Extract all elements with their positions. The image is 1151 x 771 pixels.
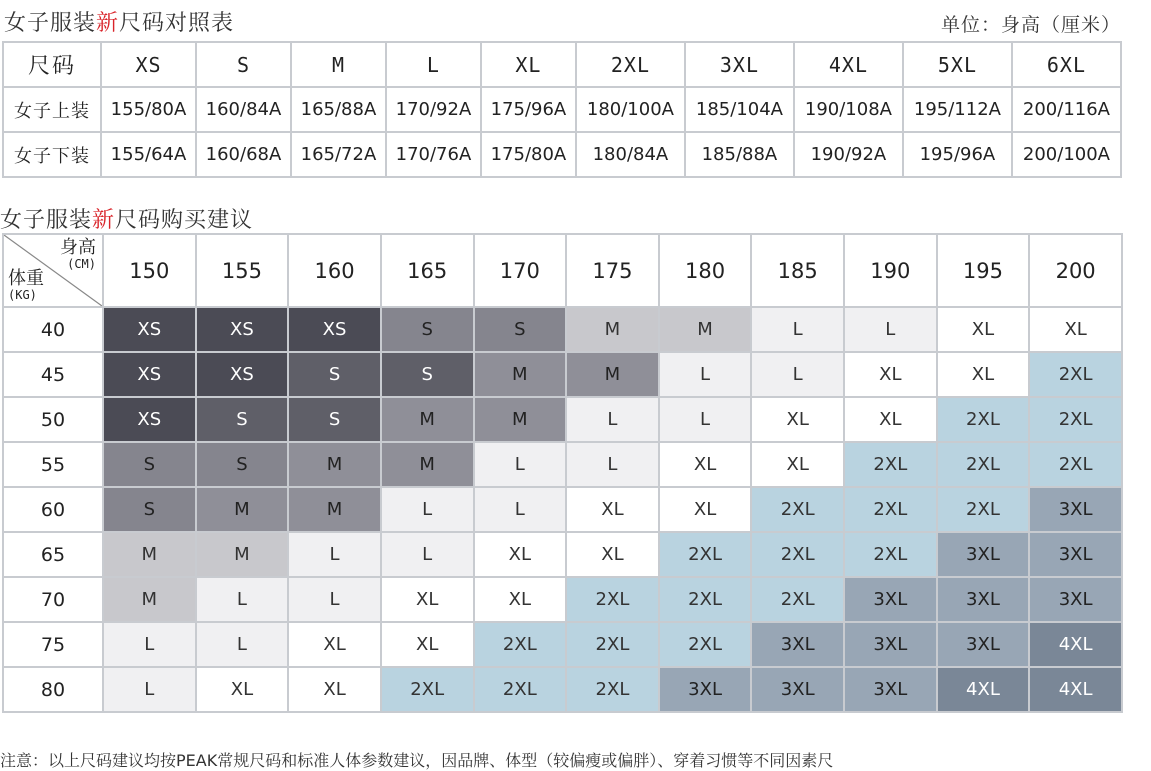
size-spec-cell: 190/108A <box>794 87 903 132</box>
recommended-size-cell: L <box>751 352 844 397</box>
height-header-cell: 180 <box>659 234 752 307</box>
recommended-size-cell: XL <box>844 397 937 442</box>
size-spec-cell: 180/100A <box>576 87 685 132</box>
height-header-cell: 185 <box>751 234 844 307</box>
size-header-cell: 6XL <box>1012 42 1121 87</box>
recommended-size-cell: 3XL <box>1029 487 1122 532</box>
recommended-size-cell: 3XL <box>844 622 937 667</box>
height-header-cell: 170 <box>474 234 567 307</box>
height-header-cell: 155 <box>196 234 289 307</box>
height-axis-label: 身高 (CM) <box>60 237 96 271</box>
recommended-size-cell: 2XL <box>566 667 659 712</box>
recommended-size-cell: L <box>103 667 196 712</box>
recommended-size-cell: 3XL <box>844 577 937 622</box>
height-header-cell: 200 <box>1029 234 1122 307</box>
recommended-size-cell: M <box>566 352 659 397</box>
recommended-size-cell: 2XL <box>937 397 1030 442</box>
recommended-size-cell: M <box>381 397 474 442</box>
weight-label-cell: 55 <box>3 442 103 487</box>
size-spec-cell: 200/100A <box>1012 132 1121 177</box>
recommended-size-cell: XL <box>566 532 659 577</box>
recommended-size-cell: XS <box>103 397 196 442</box>
height-header-cell: 175 <box>566 234 659 307</box>
recommended-size-cell: 3XL <box>1029 577 1122 622</box>
recommended-size-cell: 2XL <box>751 487 844 532</box>
recommended-size-cell: XL <box>196 667 289 712</box>
recommended-size-cell: XL <box>937 307 1030 352</box>
recommended-size-cell: 2XL <box>937 442 1030 487</box>
size-spec-cell: 195/112A <box>903 87 1012 132</box>
height-header-cell: 165 <box>381 234 474 307</box>
recommended-size-cell: M <box>659 307 752 352</box>
size-header-cell: 4XL <box>794 42 903 87</box>
size-spec-cell: 170/92A <box>386 87 481 132</box>
recommended-size-cell: S <box>196 397 289 442</box>
recommended-size-cell: XS <box>196 352 289 397</box>
weight-row <box>3 397 1122 442</box>
weight-row <box>3 622 1122 667</box>
recommended-size-cell: L <box>381 487 474 532</box>
recommended-size-cell: S <box>288 397 381 442</box>
recommended-size-cell: S <box>381 307 474 352</box>
recommended-size-cell: S <box>196 442 289 487</box>
size-spec-cell: 185/88A <box>685 132 794 177</box>
recommended-size-cell: 4XL <box>937 667 1030 712</box>
weight-row <box>3 667 1122 712</box>
recommended-size-cell: 4XL <box>1029 667 1122 712</box>
size-header-cell: XL <box>481 42 576 87</box>
recommended-size-cell: XL <box>1029 307 1122 352</box>
recommended-size-cell: XL <box>381 622 474 667</box>
weight-axis-label: 体重 (KG) <box>8 268 44 302</box>
weight-label-cell: 45 <box>3 352 103 397</box>
recommended-size-cell: XS <box>103 352 196 397</box>
recommended-size-cell: L <box>474 487 567 532</box>
weight-row <box>3 487 1122 532</box>
weight-label-cell: 50 <box>3 397 103 442</box>
recommended-size-cell: L <box>196 622 289 667</box>
recommended-size-cell: L <box>196 577 289 622</box>
size-header-cell: S <box>196 42 291 87</box>
height-header-row <box>3 234 1122 307</box>
recommended-size-cell: XL <box>937 352 1030 397</box>
recommended-size-cell: XL <box>844 352 937 397</box>
recommended-size-cell: XL <box>659 442 752 487</box>
recommended-size-cell: 2XL <box>751 532 844 577</box>
size-table-row <box>3 132 1121 177</box>
size-spec-cell: 180/84A <box>576 132 685 177</box>
recommended-size-cell: S <box>474 307 567 352</box>
weight-label-cell: 80 <box>3 667 103 712</box>
size-spec-cell: 160/84A <box>196 87 291 132</box>
weight-label-cell: 60 <box>3 487 103 532</box>
size-header-row <box>3 42 1121 87</box>
size-spec-cell: 185/104A <box>685 87 794 132</box>
size-corner-label: 尺码 <box>3 42 101 87</box>
size-chart-title: 女子服装新尺码对照表 <box>4 11 235 36</box>
weight-row <box>3 352 1122 397</box>
recommended-size-cell: XL <box>566 487 659 532</box>
recommended-size-cell: M <box>288 442 381 487</box>
recommended-size-cell: 2XL <box>566 622 659 667</box>
garment-type-label: 女子上装 <box>3 87 101 132</box>
height-header-cell: 190 <box>844 234 937 307</box>
size-spec-cell: 195/96A <box>903 132 1012 177</box>
recommended-size-cell: XL <box>381 577 474 622</box>
recommended-size-cell: 2XL <box>659 622 752 667</box>
recommended-size-cell: 3XL <box>1029 532 1122 577</box>
garment-type-label: 女子下装 <box>3 132 101 177</box>
recommended-size-cell: L <box>288 577 381 622</box>
recommended-size-cell: 3XL <box>844 667 937 712</box>
recommended-size-cell: 2XL <box>659 577 752 622</box>
recommended-size-cell: 2XL <box>844 487 937 532</box>
recommended-size-cell: L <box>288 532 381 577</box>
recommended-size-cell: M <box>474 397 567 442</box>
recommended-size-cell: 2XL <box>1029 397 1122 442</box>
recommended-size-cell: M <box>381 442 474 487</box>
recommended-size-cell: XS <box>103 307 196 352</box>
recommended-size-cell: XL <box>474 532 567 577</box>
recommended-size-cell: XS <box>288 307 381 352</box>
purchase-advice-title: 女子服装新尺码购买建议 <box>0 208 254 233</box>
recommended-size-cell: 2XL <box>566 577 659 622</box>
size-header-cell: 2XL <box>576 42 685 87</box>
recommended-size-cell: L <box>566 442 659 487</box>
recommended-size-cell: 4XL <box>1029 622 1122 667</box>
recommended-size-cell: 2XL <box>937 487 1030 532</box>
size-spec-cell: 175/80A <box>481 132 576 177</box>
size-header-cell: 3XL <box>685 42 794 87</box>
size-header-cell: 5XL <box>903 42 1012 87</box>
recommended-size-cell: M <box>474 352 567 397</box>
recommended-size-cell: XL <box>751 442 844 487</box>
recommended-size-cell: 3XL <box>659 667 752 712</box>
height-weight-corner <box>3 234 103 307</box>
weight-label-cell: 75 <box>3 622 103 667</box>
size-advice-grid <box>2 233 1123 713</box>
recommended-size-cell: 2XL <box>381 667 474 712</box>
recommended-size-cell: L <box>381 532 474 577</box>
recommended-size-cell: M <box>196 532 289 577</box>
size-header-cell: XS <box>101 42 196 87</box>
recommended-size-cell: 2XL <box>844 532 937 577</box>
weight-label-cell: 70 <box>3 577 103 622</box>
size-table-row <box>3 87 1121 132</box>
recommended-size-cell: XS <box>196 307 289 352</box>
size-spec-cell: 200/116A <box>1012 87 1121 132</box>
recommended-size-cell: M <box>103 532 196 577</box>
unit-label: 单位：身高（厘米） <box>940 14 1121 36</box>
recommended-size-cell: S <box>103 487 196 532</box>
recommended-size-cell: 2XL <box>844 442 937 487</box>
recommended-size-cell: 3XL <box>937 532 1030 577</box>
recommended-size-cell: L <box>844 307 937 352</box>
size-spec-cell: 155/80A <box>101 87 196 132</box>
recommended-size-cell: M <box>566 307 659 352</box>
recommended-size-cell: M <box>103 577 196 622</box>
recommended-size-cell: L <box>103 622 196 667</box>
recommended-size-cell: XL <box>288 667 381 712</box>
recommended-size-cell: S <box>381 352 474 397</box>
recommended-size-cell: 2XL <box>751 577 844 622</box>
height-header-cell: 150 <box>103 234 196 307</box>
size-spec-cell: 165/72A <box>291 132 386 177</box>
weight-row <box>3 532 1122 577</box>
size-spec-cell: 170/76A <box>386 132 481 177</box>
size-spec-cell: 190/92A <box>794 132 903 177</box>
size-spec-cell: 160/68A <box>196 132 291 177</box>
recommended-size-cell: XL <box>659 487 752 532</box>
recommended-size-cell: 2XL <box>1029 442 1122 487</box>
recommended-size-cell: 2XL <box>1029 352 1122 397</box>
size-spec-cell: 155/64A <box>101 132 196 177</box>
weight-label-cell: 40 <box>3 307 103 352</box>
recommended-size-cell: 2XL <box>659 532 752 577</box>
weight-row <box>3 442 1122 487</box>
weight-row <box>3 577 1122 622</box>
recommended-size-cell: 2XL <box>474 667 567 712</box>
recommended-size-cell: 2XL <box>474 622 567 667</box>
recommended-size-cell: XL <box>751 397 844 442</box>
recommended-size-cell: M <box>288 487 381 532</box>
size-spec-cell: 175/96A <box>481 87 576 132</box>
recommended-size-cell: L <box>659 352 752 397</box>
recommended-size-cell: L <box>751 307 844 352</box>
recommended-size-cell: L <box>566 397 659 442</box>
size-header-cell: L <box>386 42 481 87</box>
height-header-cell: 195 <box>937 234 1030 307</box>
height-header-cell: 160 <box>288 234 381 307</box>
recommended-size-cell: M <box>196 487 289 532</box>
recommended-size-cell: 3XL <box>937 622 1030 667</box>
size-header-cell: M <box>291 42 386 87</box>
recommended-size-cell: 3XL <box>751 667 844 712</box>
recommended-size-cell: L <box>659 397 752 442</box>
weight-row <box>3 307 1122 352</box>
footnote: 注意：以上尺码建议均按PEAK常规尺码和标准人体参数建议，因品牌、体型（较偏瘦或偏胖）、穿着习惯等不同因素尺 <box>0 751 834 770</box>
recommended-size-cell: 3XL <box>751 622 844 667</box>
size-comparison-table <box>2 41 1122 178</box>
recommended-size-cell: L <box>474 442 567 487</box>
recommended-size-cell: S <box>103 442 196 487</box>
recommended-size-cell: XL <box>474 577 567 622</box>
recommended-size-cell: XL <box>288 622 381 667</box>
recommended-size-cell: 3XL <box>937 577 1030 622</box>
weight-label-cell: 65 <box>3 532 103 577</box>
size-spec-cell: 165/88A <box>291 87 386 132</box>
recommended-size-cell: S <box>288 352 381 397</box>
